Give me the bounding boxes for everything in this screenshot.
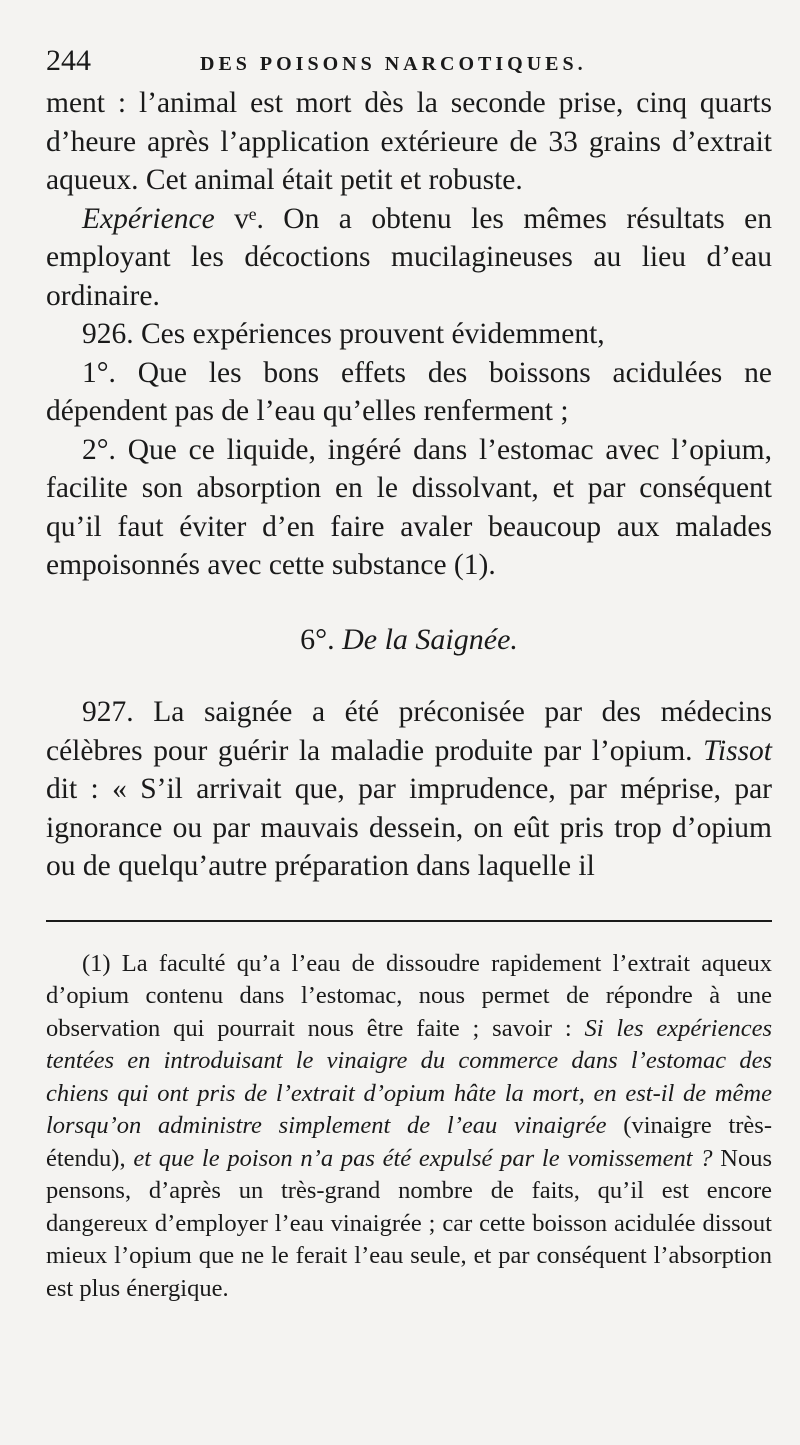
main-text [46,84,772,886]
paragraph: ment : l’animal est mort dès la seconde prise, cinq quarts d’heure après l’application extérieure de 33 grains d’extrait aqueux. Cet animal était petit et robuste. [46,87,772,196]
footnote-divider [46,920,772,922]
footnote-text: (vinaigre très-étendu), [46,1112,772,1172]
paragraph-text: dit : « S’il arrivait que, par imprudence, par méprise, par ignorance ou par mauvais dessein, on eût pris trop d’opium ou de quelqu’autre préparation dans laquelle il [46,773,772,882]
author-name: Tissot [703,734,772,767]
section-number: 6°. [300,622,343,656]
section-title: De la Saignée. [342,622,518,656]
running-title: DES POISONS NARCOTIQUES. [200,53,587,75]
paragraph [46,693,772,886]
paragraph: 1°. Que les bons effets des boissons acidulées ne dépendent pas de l’eau qu’elles renferment ; [46,356,772,427]
page-number: 244 [46,44,91,77]
section-heading [46,621,772,660]
footnote-italic: et que le poison n’a pas été expulsé par le vomissement ? [133,1144,713,1172]
paragraph [46,200,772,316]
paragraph-text: vᵉ. On a obtenu les mêmes résultats en employant les décoctions mucilagineuses au lieu d’eau ordinaire. [46,202,772,312]
footnote [46,948,772,1306]
paragraph-text: 927. La saignée a été préconisée par des médecins célèbres pour guérir la maladie produite par l’opium. [46,696,772,767]
running-head [46,44,772,84]
experiment-label: Expérience [82,202,215,235]
paragraph: 2°. Que ce liquide, ingéré dans l’estomac avec l’opium, facilite son absorption en le dissolvant, et par conséquent qu’il faut éviter d’en faire avaler beaucoup aux malades empoisonnés avec cette substance (1). [46,433,772,581]
footnote-text: Nous pensons, d’après un très-grand nombre de faits, qu’il est encore dangereux d’employer l’eau vinaigrée ; car cette boisson acidulée dissout mieux l’opium que ne le ferait l’eau seule, et par conséquent l’absorption est plus énergique. [46,1144,772,1302]
footnote-text: (1) La faculté qu’a l’eau de dissoudre rapidement l’extrait aqueux d’opium contenu dans l’estomac, nous permet de répondre à une observation qui pourrait nous être faite ; savoir : [46,949,772,1042]
paragraph: 926. Ces expériences prouvent évidemment, [82,318,605,350]
footnote-paragraph [46,948,772,1306]
footnote-italic: Si les expériences tentées en introduisant le vinaigre du commerce dans l’estomac des chiens qui ont pris de l’extrait d’opium hâte la mort, en est-il de même lorsqu’on administre simplement de l’eau vinaigrée [46,1014,772,1139]
